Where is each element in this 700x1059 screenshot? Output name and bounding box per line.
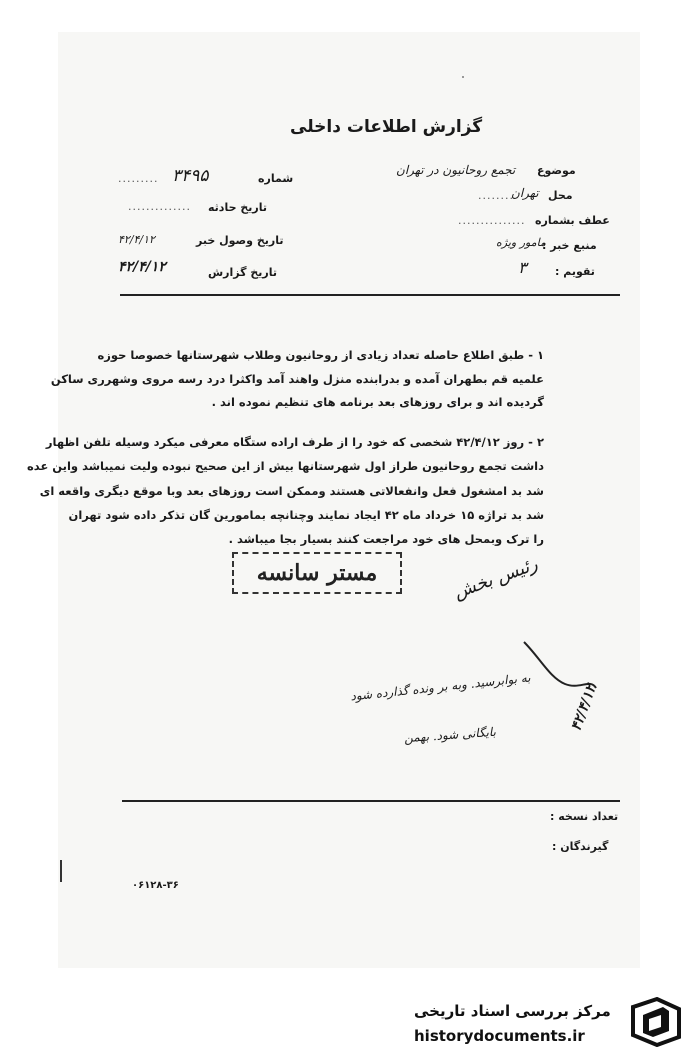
attachment-dots: ............... [458, 214, 526, 227]
number-label: شماره [258, 172, 294, 185]
paragraph-line-1: ۱ - طبق اطلاع حاصله تعداد زیادی از روحانیون وطلاب شهرستانها خصوصا حوزه [97, 348, 544, 362]
assessment-value: ۳ [518, 258, 527, 277]
paragraph-line-8: را ترک وبمحل های خود مراجعت کنند بسیار بجا میباشد . [228, 532, 544, 546]
report-date-value: ۴۲/۴/۱۲ [118, 259, 166, 275]
subject-value: تجمع روحانیون در تهران [396, 163, 516, 177]
event-date-label: تاریخ حادثه [208, 201, 267, 214]
annotation-date: ۴۲/۴/۱۲ [568, 682, 600, 734]
paragraph-line-7: شد بد تراژه ۱۵ خرداد ماه ۴۲ ایجاد نمایند وچنانچه بمامورین گان تذکر داده شود تهران [68, 508, 544, 522]
assessment-label: تقویم : [555, 265, 595, 278]
paragraph-line-2: علمیه قم بطهران آمده و بدرابنده منزل واهند آمد واکثرا درد رسه مروی وشهرری ساکن [50, 372, 544, 386]
paragraph-line-5: داشت تجمع روحانیون طراز اول شهرستانها بیش از این صحیح نبوده ولیت نمیباشد واین عده [27, 459, 544, 473]
number-value: ۳۴۹۵ [172, 166, 209, 186]
archive-org-name: مرکز بررسی اسناد تاریخی [414, 1002, 611, 1020]
document-number: ۰۶۱۲۸-۳۶ [132, 880, 179, 891]
report-date-label: تاریخ گزارش [208, 266, 278, 279]
footer-divider [122, 800, 620, 802]
source-label: منبع خبر : [542, 239, 597, 252]
copies-label: تعداد نسخه : [550, 810, 619, 823]
received-date-value: ۴۲/۴/۱۲ [118, 233, 155, 246]
recipients-label: گیرندگان : [552, 840, 609, 853]
archive-website: historydocuments.ir [414, 1027, 585, 1045]
classification-stamp: مستر سانسه [232, 552, 402, 594]
signature-1: رئیس بخش [451, 553, 541, 604]
paragraph-line-3: گردیده اند و برای روزهای بعد برنامه های تنظیم نموده اند . [211, 395, 544, 409]
place-dots: ........ [478, 189, 514, 202]
paragraph-line-6: شد بد امشغول فعل وانفعالاتی هستند وممکن است روزهای بعد وبا موقع دیگری واقعه ای [39, 484, 544, 498]
annotation-text-2: بایگانی شود. بهمن [403, 724, 497, 746]
archive-logo-icon [627, 997, 683, 1047]
document-title: گزارش اطلاعات داخلی [290, 117, 483, 137]
event-date-dots: .............. [128, 200, 191, 213]
source-value: مامور ویژه [496, 236, 546, 249]
header-divider [120, 294, 620, 296]
place-label: محل [548, 189, 573, 202]
attachment-label: عطف بشماره [535, 214, 610, 227]
annotation-text: به بوابرسید. وبه بر ونده گذارده شود [349, 670, 532, 704]
number-dots: ......... [118, 172, 159, 185]
received-date-label: تاریخ وصول خبر [196, 234, 284, 247]
subject-label: موضوع [537, 164, 576, 177]
paragraph-line-4: ۲ - روز ۴۲/۴/۱۲ شخصی که خود را از طرف اراده ستگاه معرفی میکرد وسیله تلفن اظهار [45, 435, 544, 449]
place-value: تهران [511, 186, 539, 200]
